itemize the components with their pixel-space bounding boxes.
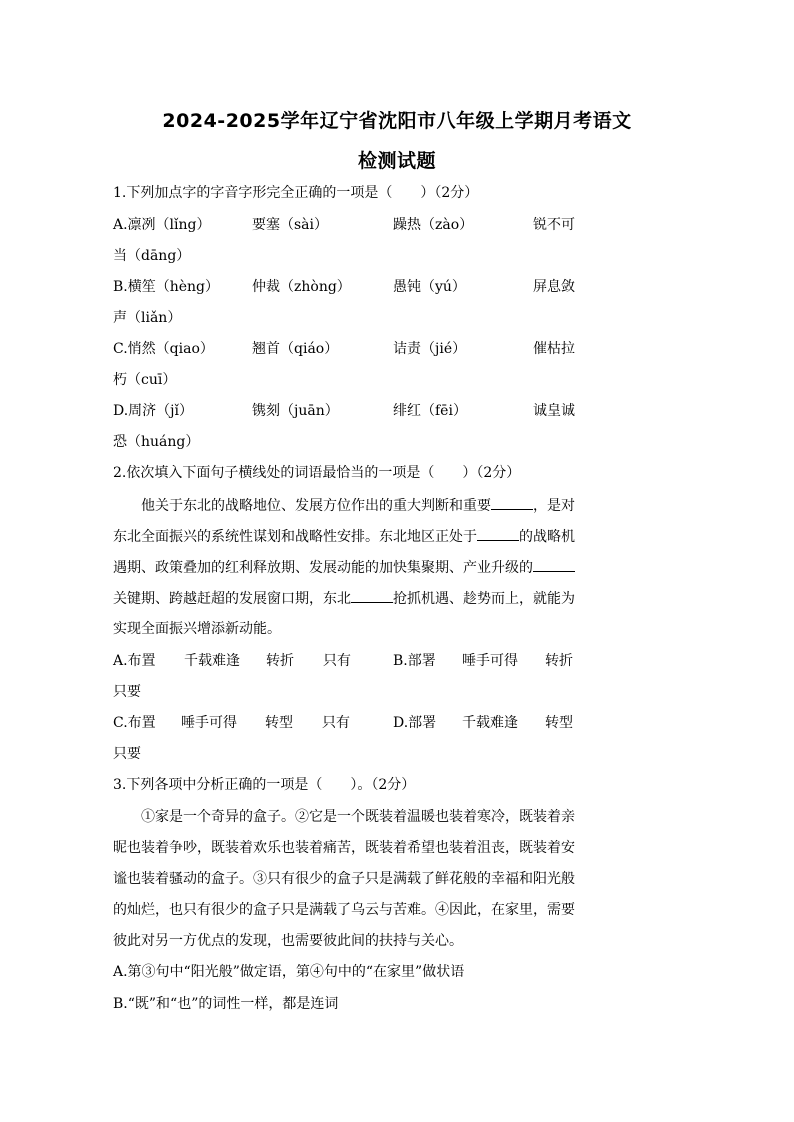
q2-passage-text: ，是对 — [533, 498, 575, 514]
q1-option-a-1: A.凛冽（lǐng） — [113, 217, 211, 233]
q3-passage-line4: 的灿烂，也只有很少的盒子只是满载了乌云与苦难。④因此，在家里，需要 — [113, 902, 575, 918]
q2-passage-text: 遇期、政策叠加的红利释放期、发展动能的加快集聚期、产业升级的 — [113, 560, 533, 576]
q3-passage-line5: 彼此对另一方优点的发现，也需要彼此间的扶持与关心。 — [113, 933, 463, 949]
q3-passage-line3: 谧也装着骚动的盒子。③只有很少的盒子只是满载了鲜花般的幸福和阳光般 — [113, 871, 575, 887]
q2-option-d-word2: 千载难逢 — [462, 715, 518, 731]
fill-blank — [491, 495, 533, 510]
q1-option-c-2: 翘首（qiáo） — [252, 341, 339, 357]
q2-option-d-label: D.部署 — [393, 715, 437, 731]
q1-option-b-cont: 声（liǎn） — [113, 310, 182, 326]
fill-blank — [533, 557, 575, 572]
q2-option-a-word2: 千载难逢 — [184, 653, 240, 669]
q2-passage-line2 — [113, 526, 575, 547]
q1-option-b-1: B.横笙（hèng） — [113, 279, 220, 295]
exam-title-line2: 检测试题 — [357, 150, 436, 172]
q1-option-c-4: 催枯拉 — [533, 341, 575, 357]
q1-option-c-3: 诘责（jié） — [393, 341, 467, 357]
q3-passage-line2: 昵也装着争吵，既装着欢乐也装着痛苦，既装着希望也装着沮丧，既装着安 — [113, 840, 575, 856]
q2-passage-text: 的战略机 — [519, 529, 575, 545]
q2-option-b-word3: 转折 — [545, 653, 573, 669]
q2-passage-text: 抢抓机遇、趁势而上，就能为 — [393, 591, 575, 607]
q2-option-c-label: C.布置 — [113, 715, 156, 731]
q2-option-b-label: B.部署 — [393, 653, 436, 669]
q2-passage-line1 — [141, 495, 575, 516]
q1-option-b-2: 仲裁（zhòng） — [252, 279, 351, 295]
q2-option-c-word3: 转型 — [265, 715, 293, 731]
q3-option-b: B.“既”和“也”的词性一样，都是连词 — [113, 996, 339, 1012]
q2-stem: 2.依次填入下面句子横线处的词语最恰当的一项是（ ）（2分） — [113, 465, 521, 481]
q2-option-c-word4: 只有 — [322, 715, 350, 731]
q3-stem: 3.下列各项中分析正确的一项是（ ）。（2分） — [113, 777, 416, 793]
q2-passage-line3 — [113, 557, 575, 578]
q1-option-d-2: 镌刻（juān） — [252, 403, 339, 419]
fill-blank — [351, 588, 393, 603]
q1-option-b-3: 愚钝（yú） — [393, 279, 466, 295]
q1-option-d-3: 绯红（fēi） — [393, 403, 467, 419]
q2-option-b-cont: 只要 — [113, 684, 141, 700]
q1-option-b-4: 屏息敛 — [533, 279, 575, 295]
q2-option-a-label: A.布置 — [113, 653, 156, 669]
q1-option-d-4: 诚皇诚 — [533, 403, 575, 419]
exam-title-line1: 2024-2025学年辽宁省沈阳市八年级上学期月考语文 — [162, 110, 632, 132]
q1-option-a-2: 要塞（sài） — [252, 217, 329, 233]
q2-passage-line5: 实现全面振兴增添新动能。 — [113, 621, 281, 637]
q1-option-d-cont: 恐（huáng） — [113, 434, 200, 450]
q3-passage-line1: ①家是一个奇异的盒子。②它是一个既装着温暖也装着寒冷，既装着亲 — [141, 809, 575, 825]
q2-option-a-word4: 只有 — [323, 653, 351, 669]
q2-option-a-word3: 转折 — [266, 653, 294, 669]
q1-option-a-3: 躁热（zào） — [393, 217, 474, 233]
q2-passage-text: 东北全面振兴的系统性谋划和战略性安排。东北地区正处于 — [113, 529, 477, 545]
q2-passage-text: 他关于东北的战略地位、发展方位作出的重大判断和重要 — [141, 498, 491, 514]
q1-option-c-cont: 朽（cuī） — [113, 372, 177, 388]
q2-option-c-word2: 唾手可得 — [181, 715, 237, 731]
q3-option-a: A.第③句中“阳光般”做定语，第④句中的“在家里”做状语 — [113, 964, 465, 980]
q2-passage-line4 — [113, 588, 575, 609]
q2-option-d-word3: 转型 — [545, 715, 573, 731]
q1-option-c-1: C.悄然（qiao） — [113, 341, 214, 357]
q2-passage-text: 关键期、跨越赶超的发展窗口期，东北 — [113, 591, 351, 607]
q1-option-a-4: 锐不可 — [533, 217, 575, 233]
q2-option-b-word2: 唾手可得 — [462, 653, 518, 669]
q2-option-d-cont: 只要 — [113, 746, 141, 762]
q1-option-a-cont: 当（dāng） — [113, 248, 191, 264]
fill-blank — [477, 526, 519, 541]
q1-option-d-1: D.周济（jǐ） — [113, 403, 193, 419]
q1-stem: 1.下列加点字的字音字形完全正确的一项是（ ）（2分） — [113, 185, 479, 201]
